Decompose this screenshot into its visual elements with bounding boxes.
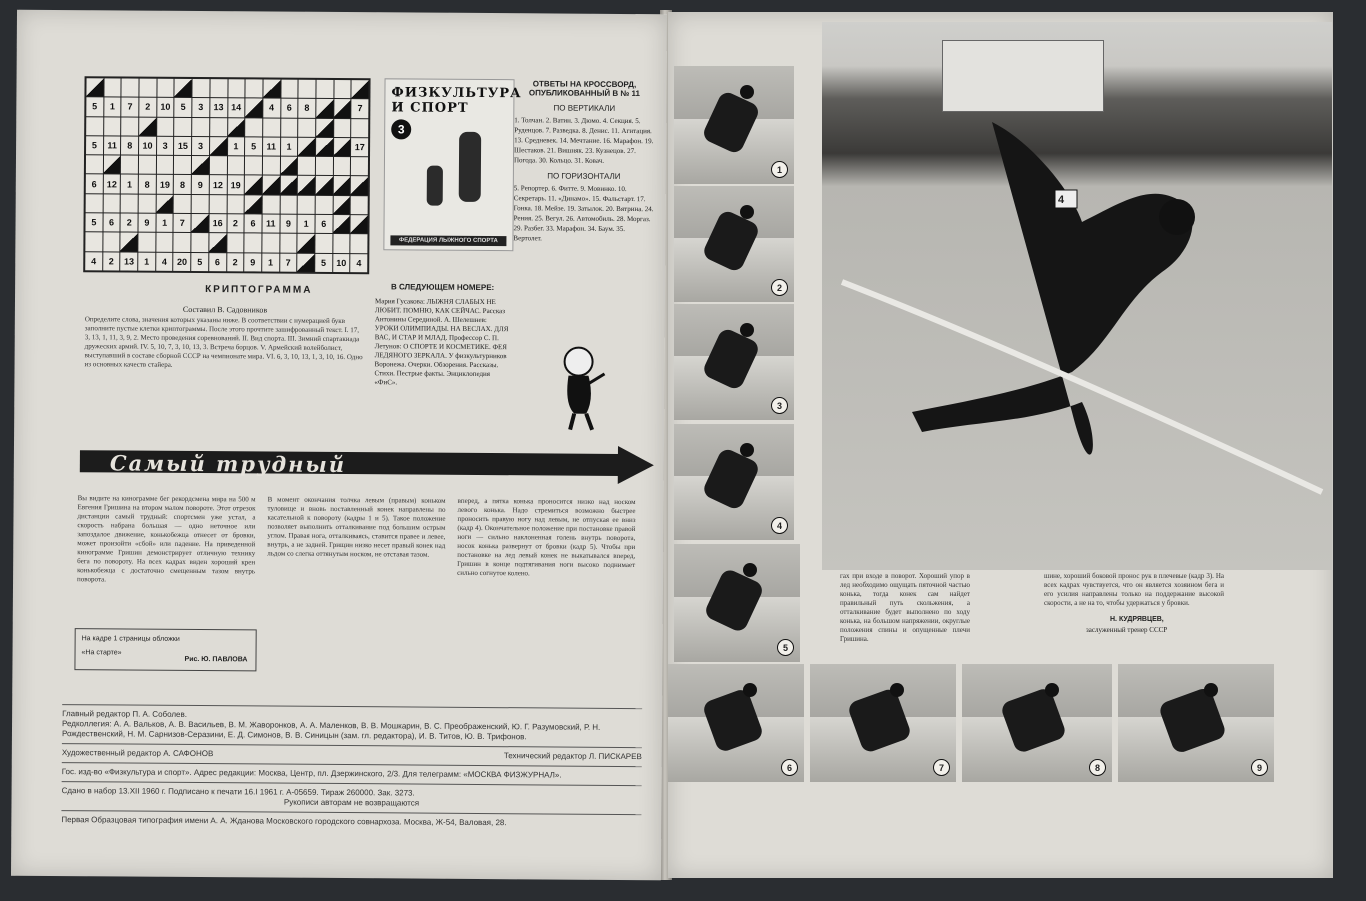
- caption-line-2: «На старте»: [81, 649, 122, 657]
- crossword-cell: 4: [263, 99, 280, 117]
- crossword-cell: 4: [156, 252, 173, 270]
- next-issue-title: В СЛЕДУЮЩЕМ НОМЕРЕ:: [390, 282, 495, 293]
- crossword-cell: [122, 117, 139, 135]
- crossword-cell: [351, 234, 368, 252]
- cover-caption: ФЕДЕРАЦИЯ ЛЫЖНОГО СПОРТА: [390, 235, 506, 246]
- crossword-cell: 2: [103, 252, 120, 270]
- crossword-cell: [351, 119, 368, 137]
- crossword-cell: [351, 177, 368, 195]
- crossword-cell: 7: [174, 214, 191, 232]
- editorial-board: Редколлегия: А. А. Вальков, А. В. Васильев, В. М. Жаворонков, А. А. Маленков, В. В. Мошкарин, В. С. Преображенский, Ю. Г. Разумовский, Р. Н. Рождественский, Н. М. Сарнизов-Серазини, Е. Д. Симонов, В. В. Синицын (зам. гл. редактора), И. В. Титов, Ю. В. Трифонов.: [61, 719, 601, 742]
- bib-number: 4: [1058, 194, 1065, 206]
- crossword-cell: [333, 196, 350, 214]
- crossword-cell: [192, 195, 209, 213]
- cryptogram-author: Составил В. Садовников: [182, 304, 268, 315]
- crossword-cell: [245, 157, 262, 175]
- crossword-cell: [280, 234, 297, 252]
- crossword-cell: [227, 156, 244, 174]
- crossword-cell: [297, 253, 314, 271]
- child-skier-figure: [427, 166, 443, 206]
- cover-title: ФИЗКУЛЬТУРА И СПОРТ: [391, 85, 522, 116]
- printing-house: Первая Образцовая типография имени А. А. Жданова Московского городского совнархоза. Москва, Ж-54, Валовая, 28.: [61, 815, 507, 828]
- crossword-cell: [299, 80, 316, 98]
- cover-issue-number: 3: [391, 119, 411, 139]
- crossword-cell: [245, 234, 262, 252]
- closing-text-col-2: шине, хороший боковой пронос рук в плечевые (кадр 3). На всех кадрах чувствуется, что он является хозяином бега и его усилия направлены только на поддержание высокой скорости, а не на то, чтобы удержаться у бровки.: [1044, 572, 1224, 607]
- crossword-cell: 14: [228, 99, 245, 117]
- crossword-cell: [156, 233, 173, 251]
- crossword-cell: [352, 80, 369, 98]
- tech-editor: Технический редактор Л. ПИСКАРЕВ: [503, 751, 642, 762]
- crossword-cell: [334, 157, 351, 175]
- frame-number: 2: [771, 279, 788, 296]
- crossword-cell: [334, 80, 351, 98]
- crossword-cell: 3: [192, 137, 209, 155]
- article-column-1: Вы видите на кинограмме бег рекордсмена мира на 500 м Евгения Гришина на втором малом повороте. Этот отрезок дистанции самый трудный: спортсмен уже устал, а скорость набрана большая — одно неточное или запоздалое движение, конькобежца отнесет от бровки, может произойти «сбой» или падение. На приведенной кинограмме Гришин демонстрирует отличную технику бега по повороту. На всех кадрах виден хороший крен конькобежца с достаточно смещенным тазом внутрь поворота.: [77, 494, 256, 584]
- next-issue-text: Мария Гусакова: ЛЫЖНЯ СЛАБЫХ НЕ ЛЮБИТ. ПОМНЮ, КАК СЕЙЧАС. Рассказ Антонины Серединой. А. Шелешнев: УРОКИ ОЛИМПИАДЫ. НА ВЕСЛАХ. ДЛЯ ВАС, И СТАР И МЛАД. Профессор С. П. Летунов: О СПОРТЕ И КОСМЕТИКЕ. ФЕЯ ЛЕДЯНОГО ЗЕРКАЛА. У физкультурников Воронежа. Очерки. Обзорения. Рассказы. Стихи. Пестрые факты. Энциклопедия «ФиС».: [374, 297, 509, 387]
- crossword-cell: [175, 79, 192, 97]
- crossword-cell: [210, 156, 227, 174]
- crossword-cell: [139, 156, 156, 174]
- crossword-cell: 9: [139, 214, 156, 232]
- crossword-cell: 10: [157, 98, 174, 116]
- print-info: Сдано в набор 13.XII 1960 г. Подписано к печати 16.I 1961 г. А-05659. Тираж 260000. Зак. 3273.: [61, 786, 415, 798]
- crossword-cell: [104, 117, 121, 135]
- crossword-cell: [351, 215, 368, 233]
- kinogram-frame: [1118, 664, 1274, 782]
- crossword-cell: [85, 233, 102, 251]
- crossword-cell: 13: [210, 98, 227, 116]
- imprint: [61, 700, 642, 829]
- next-issue: [374, 282, 510, 388]
- crossword-cell: [174, 195, 191, 213]
- crossword-cell: [316, 138, 333, 156]
- crossword-cell: [174, 156, 191, 174]
- crossword-cell: [334, 99, 351, 117]
- crossword-cell: 8: [299, 99, 316, 117]
- crossword-cell: [139, 194, 156, 212]
- frame-number: 8: [1089, 759, 1106, 776]
- crossword-cell: [333, 176, 350, 194]
- crossword-cell: [334, 119, 351, 137]
- crossword-cell: 1: [121, 175, 138, 193]
- crossword-cell: 6: [281, 99, 298, 117]
- kinogram-frame: [674, 544, 800, 662]
- crossword-cell: 3: [192, 98, 209, 116]
- crossword-cell: 9: [192, 175, 209, 193]
- author-signature: Н. КУДРЯВЦЕВ,: [1110, 616, 1164, 623]
- crossword-cell: [333, 234, 350, 252]
- cover-caption-box: [74, 628, 256, 671]
- crossword-cell: [316, 118, 333, 136]
- crossword-cell: 3: [157, 137, 174, 155]
- cartoon-character: [554, 344, 609, 434]
- crossword-cell: [104, 78, 121, 96]
- crossword-cell: [351, 196, 368, 214]
- frame-number: 5: [777, 639, 794, 656]
- crossword-cell: [138, 233, 155, 251]
- frame-number: 3: [771, 397, 788, 414]
- manuscripts-note: Рукописи авторам не возвращаются: [283, 797, 420, 808]
- main-skater-photo: [822, 22, 1332, 570]
- crossword-cell: [156, 195, 173, 213]
- crossword-cell: [157, 156, 174, 174]
- crossword-cell: [263, 157, 280, 175]
- kinogram-frame: [674, 304, 794, 420]
- kinogram-frame: [962, 664, 1112, 782]
- cryptogram-title: КРИПТОГРАММА: [205, 284, 313, 296]
- crossword-cell: [245, 195, 262, 213]
- crossword-cell: 6: [245, 214, 262, 232]
- crossword-cell: 7: [280, 253, 297, 271]
- caption-author: Рис. Ю. ПАВЛОВА: [184, 655, 248, 664]
- crossword-cell: 6: [86, 175, 103, 193]
- frame-number: 1: [771, 161, 788, 178]
- crossword-cell: [209, 233, 226, 251]
- kinogram-frame: [668, 664, 804, 782]
- crossword-cell: 10: [139, 136, 156, 154]
- crossword-cell: 1: [298, 215, 315, 233]
- crossword-answers: [513, 79, 654, 244]
- crossword-cell: [227, 195, 244, 213]
- crossword-cell: 4: [85, 252, 102, 270]
- publisher-address: Гос. изд-во «Физкультура и спорт». Адрес редакции: Москва, Центр, пл. Дзержинского, 2/3. Для телеграмм: «МОСКВА ФИЗЖУРНАЛ».: [61, 767, 562, 780]
- crossword-cell: 6: [209, 253, 226, 271]
- crossword-cell: [316, 157, 333, 175]
- crossword-cell: [315, 234, 332, 252]
- crossword-cell: 20: [174, 253, 191, 271]
- crossword-cell: 13: [121, 252, 138, 270]
- closing-text-col-1: гах при входе в поворот. Хороший упор в лед необходимо ощущать пяточной частью конька, тогда конек сам найдет правильный путь скольжения, а отталкивание будет выполнено по ходу конька, на большом напряжении, округлые положения спины и опущенные плечи Гришина.: [840, 572, 970, 643]
- crossword-cell: [298, 157, 315, 175]
- crossword-cell: [298, 234, 315, 252]
- crossword-cell: [209, 195, 226, 213]
- crossword-cell: 1: [262, 253, 279, 271]
- crossword-cell: 1: [156, 214, 173, 232]
- crossword-cell: [121, 156, 138, 174]
- crossword-cell: [245, 118, 262, 136]
- kinogram-frame: [810, 664, 956, 782]
- crossword-cell: [280, 195, 297, 213]
- frame-number: 7: [933, 759, 950, 776]
- crossword-cell: 17: [351, 138, 368, 156]
- crossword-cell: [263, 176, 280, 194]
- crossword-cell: 12: [103, 175, 120, 193]
- crossword-cell: 5: [86, 136, 103, 154]
- crossword-cell: 5: [85, 213, 102, 231]
- crossword-cell: [228, 118, 245, 136]
- crossword-cell: [228, 79, 245, 97]
- crossword-cell: 8: [139, 175, 156, 193]
- crossword-cell: 9: [244, 253, 261, 271]
- crossword-cell: [298, 118, 315, 136]
- answers-vertical: 1. Толчан. 2. Ватин. 3. Дюмо. 4. Секция. 5. Руденцов. 7. Разведка. 8. Денис. 11. Агитация. 13. Средневек. 14. Мечтание. 16. Марафон. 19. Шестаков. 21. Вишняк. 23. Кузнецов. 27. Погода. 30. Кольцо. 31. Ковач.: [513, 116, 654, 165]
- skier-figure: [459, 132, 481, 202]
- art-editor: Художественный редактор А. САФОНОВ: [61, 748, 214, 759]
- crossword-cell: [192, 214, 209, 232]
- crossword-cell: [334, 138, 351, 156]
- crossword-cell: [86, 78, 103, 96]
- crossword-cell: [333, 215, 350, 233]
- crossword-cell: [103, 194, 120, 212]
- crossword-cell: [103, 233, 120, 251]
- crossword-cell: [298, 176, 315, 194]
- article-banner: [80, 440, 654, 484]
- crossword-cell: 1: [138, 252, 155, 270]
- crossword-grid: [83, 76, 370, 274]
- crossword-cell: 7: [352, 99, 369, 117]
- crossword-cell: [210, 118, 227, 136]
- left-page: [11, 10, 667, 881]
- crossword-cell: [281, 80, 298, 98]
- crossword-cell: [246, 79, 263, 97]
- crossword-cell: 2: [121, 214, 138, 232]
- answers-horizontal: 5. Репортер. 6. Фитте. 9. Мовинко. 10. Секретарь. 11. «Динамо». 15. Фальстарт. 17. Гонка. 18. Мейзе. 19. Затылок. 20. Вятрина. 24. Рения. 25. Вегул. 26. Автомобиль. 28. Моргаз. 29. Разбег. 33. Марафон. 34. Баум. 35. Вертолет.: [513, 184, 654, 243]
- banner-title: Самый трудный: [109, 450, 347, 478]
- crossword-cell: [174, 233, 191, 251]
- crossword-cell: [298, 196, 315, 214]
- chief-editor: Главный редактор П. А. Соболев.: [62, 709, 188, 719]
- crossword-cell: 1: [281, 137, 298, 155]
- crossword-cell: [280, 157, 297, 175]
- crossword-cell: 12: [210, 176, 227, 194]
- crossword-cell: 6: [315, 215, 332, 233]
- crossword-cell: [86, 155, 103, 173]
- article-column-2: В момент окончания толчка левым (правым) коньком туловище и вновь поставленный конек направлены по касательной к повороту (кадры 1 и 5). Такое положение позволяет выполнить отталкивание под большим острым углом. Правая нога, отталкиваясь, ставится правее и левее, внутрь, а не задней. Грищин низко несет правый конек над льдом со слегка оттянутым носком, не отставая тазом.: [267, 495, 446, 559]
- article-column-3: вперед, а пятка конька проносится низко над носком левого конька. Надо стремиться возможно быстрее проносить правую ногу над левым, не отпуская ее вниз (кадр 4). Окончательное положение при постановке правой ноги — сильно наклоненная голень внутрь поворота, носок конька развернут от бровки (кадр 5). Чтобы при постановке на лед левый конек не выкатывался вперед, Гришин в конце подтягивания ноги высоко поднимает сильно согнутое колено.: [457, 496, 636, 578]
- frame-number: 6: [781, 759, 798, 776]
- crossword-cell: [157, 79, 174, 97]
- crossword-cell: [263, 118, 280, 136]
- crossword-cell: [316, 176, 333, 194]
- crossword-cell: [316, 196, 333, 214]
- crossword-cell: [121, 194, 138, 212]
- crossword-cell: [351, 157, 368, 175]
- crossword-cell: [122, 78, 139, 96]
- crossword-cell: [316, 80, 333, 98]
- crossword-cell: 19: [227, 176, 244, 194]
- answers-title: ОТВЕТЫ НА КРОССВОРД, ОПУБЛИКОВАННЫЙ В № 11: [528, 79, 641, 99]
- crossword-cell: 2: [227, 214, 244, 232]
- author-title: заслуженный тренер СССР: [1086, 626, 1168, 634]
- crossword-cell: [193, 79, 210, 97]
- crossword-cell: 5: [191, 253, 208, 271]
- answers-vertical-label: ПО ВЕРТИКАЛИ: [553, 103, 616, 113]
- crossword-cell: 5: [245, 137, 262, 155]
- crossword-cell: 5: [175, 98, 192, 116]
- frame-number: 9: [1251, 759, 1268, 776]
- crossword-cell: 15: [174, 137, 191, 155]
- crossword-cell: [316, 99, 333, 117]
- crossword-cell: [104, 156, 121, 174]
- caption-line-1: На кадре 1 страницы обложки: [81, 635, 180, 643]
- crossword-cell: [192, 156, 209, 174]
- crossword-cell: 8: [174, 175, 191, 193]
- cryptogram-text: Определите слова, значения которых указаны ниже. В соответствии с нумерацией букв заполните пустые клетки криптограммы. После этого прочтите зашифрованный текст. I. 17, 3, 13, 1, 11, 3, 9, 2. Место проведения соревнований. II. Вид спорта. III. Зимний спартакиада дружеских армий. IV. 5, 10, 7, 3, 10, 13, 3. Встреча борцов. V. Армейский волейболист, выступавший в составе сборной СССР на чемпионате мира. VI. 6, 3, 10, 13, 1, 3, 10, 16. Одно из основных качеств стайера.: [84, 315, 363, 369]
- kinogram-frame: [674, 186, 794, 302]
- crossword-cell: [86, 117, 103, 135]
- crossword-cell: [227, 234, 244, 252]
- crossword-cell: [263, 79, 280, 97]
- crossword-cell: [262, 195, 279, 213]
- crossword-cell: [192, 118, 209, 136]
- crossword-cell: 11: [104, 136, 121, 154]
- crossword-cell: [86, 194, 103, 212]
- crossword-cell: 4: [351, 254, 368, 272]
- crossword-cell: 1: [228, 137, 245, 155]
- crossword-cell: [210, 79, 227, 97]
- crossword-cell: 1: [104, 98, 121, 116]
- crossword-cell: 8: [121, 136, 138, 154]
- crossword-cell: [121, 233, 138, 251]
- crossword-cell: [298, 138, 315, 156]
- skater-silhouette: [822, 22, 1332, 570]
- crossword-cell: 10: [333, 254, 350, 272]
- kinogram-frame: [674, 424, 794, 540]
- crossword-cell: [175, 117, 192, 135]
- crossword-cell: 2: [139, 98, 156, 116]
- crossword-cell: [245, 99, 262, 117]
- crossword-cell: 11: [263, 137, 280, 155]
- crossword-cell: 7: [122, 98, 139, 116]
- crossword-cell: 11: [262, 215, 279, 233]
- crossword-cell: [281, 118, 298, 136]
- magazine-cover-thumbnail: [383, 78, 522, 251]
- crossword-cell: 6: [103, 213, 120, 231]
- crossword-cell: 5: [315, 254, 332, 272]
- answers-horizontal-label: ПО ГОРИЗОНТАЛИ: [547, 171, 621, 181]
- crossword-cell: [210, 137, 227, 155]
- crossword-cell: [262, 234, 279, 252]
- crossword-cell: [191, 233, 208, 251]
- crossword-cell: 19: [157, 175, 174, 193]
- crossword-cell: [139, 117, 156, 135]
- crossword-cell: 2: [227, 253, 244, 271]
- crossword-cell: [139, 79, 156, 97]
- crossword-cell: 5: [86, 98, 103, 116]
- crossword-cell: 9: [280, 215, 297, 233]
- crossword-cell: [245, 176, 262, 194]
- crossword-cell: [157, 117, 174, 135]
- crossword-cell: [280, 176, 297, 194]
- frame-number: 4: [771, 517, 788, 534]
- crossword-cell: 16: [209, 214, 226, 232]
- kinogram-frame: [674, 66, 794, 184]
